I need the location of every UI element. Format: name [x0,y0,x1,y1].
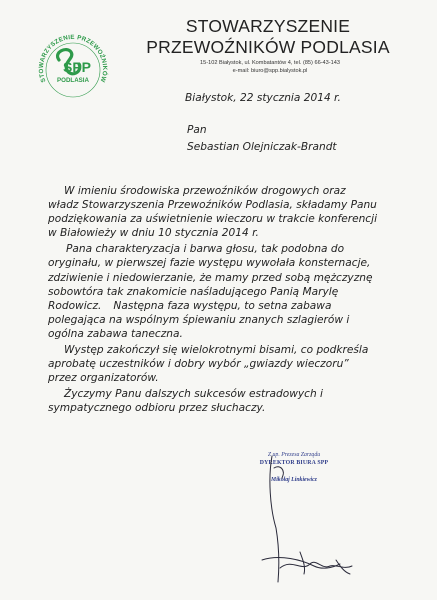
organization-name-line1: STOWARZYSZENIE [185,16,351,36]
organization-name-line2: PRZEWOŹNIKÓW PODLASIA [146,37,390,57]
body-fragment: Rodowicz. [48,299,102,312]
stamp-line1: Z up. Prezesa Zarządu [267,452,321,458]
logo-letters: SPP [62,59,92,75]
body-line: Życzymy Panu dalszych sukcesów estradowych i [64,388,323,401]
paragraph-4 [48,343,408,385]
stamp-name: Mikołaj Linkiewicz [271,477,317,483]
body-line: podziękowania za uświetnienie wieczoru w trakcie konferencji [48,213,378,226]
handwritten-signature [240,448,370,588]
logo-bottom-text: PODLASIA [57,77,89,84]
place-date: Białystok, 22 stycznia 2014 r. [185,92,341,104]
body-line: sobowtóra tak znakomicie naśladującego Panią Marylę [48,285,339,298]
organization-address: 15-102 Białystok, ul. Kombatantów 4, tel. (85) 66-43-143 [200,60,340,66]
body-line: Występ zakończył się wielokrotnymi bisami, co podkreśla [64,344,369,357]
body-line: władz Stowarzyszenia Przewoźników Podlasia, składamy Panu [48,199,377,212]
recipient-block [187,122,337,156]
body-line: sympatycznego odbioru przez słuchaczy. [48,402,266,415]
body-line: aprobatę uczestników i dobry wybór „gwiazdy wieczoru” [48,358,349,371]
paragraph-5 [48,387,408,415]
body-line: Pana charakteryzacja i barwa głosu, tak podobna do [66,243,345,256]
organization-name [118,16,418,58]
body-line: ogólna zabawa taneczna. [48,327,183,340]
recipient-name: Sebastian Olejniczak-Brandt [187,141,337,153]
paragraph-2 [48,242,408,341]
body-line: polegająca na wspólnym śpiewaniu znanych szlagierów i [48,313,350,326]
body-line: oryginału, w pierwszej fazie występu wywołała konsternacje, [48,257,371,270]
stamp-line2: DYREKTOR BIURA SPP [259,459,329,466]
body-line: w Białowieży w dniu 10 stycznia 2014 r. [48,227,259,240]
body-line-mixed [48,299,408,313]
body-fragment: Następna faza występu, to setna zabawa [113,299,332,312]
body-line: W imieniu środowiska przewoźników drogowych oraz [64,185,346,197]
body-line: przez organizatorów. [48,372,159,385]
paragraph-1 [48,184,408,240]
spp-logo [33,30,113,110]
organization-address-block [140,59,400,75]
body-line: zdziwienie i niedowierzanie, że mamy przed sobą mężczyznę [48,271,373,284]
organization-email: e-mail: biuro@spp.bialystok.pl [232,68,308,74]
logo-ring-text: STOWARZYSZENIE PRZEWOŹNIKÓW [37,33,109,84]
recipient-salutation: Pan [187,124,207,136]
letter-body [48,184,408,418]
